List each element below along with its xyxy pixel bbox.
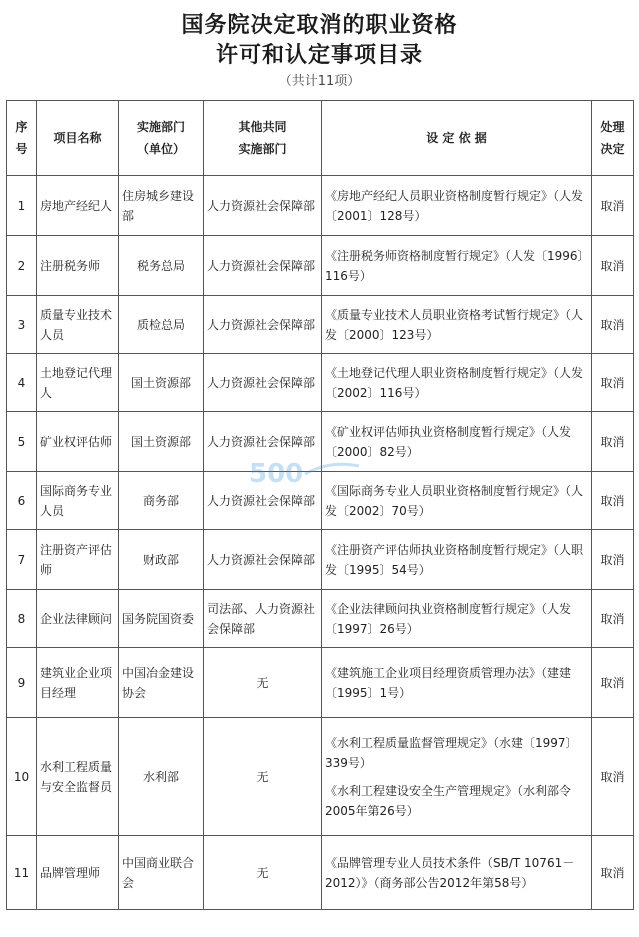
document-title-line1: 国务院决定取消的职业资格 (181, 12, 458, 38)
basis-text: 《注册资产评估师执业资格制度暂行规定》（人职发〔1995〕54号） (325, 542, 584, 577)
table-header-row (7, 101, 634, 176)
cell-name: 质量专业技术人员 (37, 296, 119, 354)
table-row (7, 472, 634, 530)
cell-other: 无 (204, 648, 322, 718)
cell-basis (322, 718, 592, 836)
table-row (7, 176, 634, 236)
basis-text: 《房地产经纪人员职业资格制度暂行规定》（人发〔2001〕128号） (325, 188, 584, 223)
table-row (7, 236, 634, 296)
cell-num: 1 (7, 176, 37, 236)
basis-text: 《企业法律顾问执业资格制度暂行规定》（人发〔1997〕26号） (325, 601, 572, 636)
cell-num: 7 (7, 530, 37, 590)
basis-text: 《矿业权评估师执业资格制度暂行规定》（人发〔2000〕82号） (325, 424, 572, 459)
table-row (7, 530, 634, 590)
cell-basis (322, 236, 592, 296)
cell-name: 土地登记代理人 (37, 354, 119, 412)
header-name: 项目名称 (37, 101, 119, 176)
cell-action: 取消 (592, 590, 634, 648)
cell-action: 取消 (592, 176, 634, 236)
cell-num: 4 (7, 354, 37, 412)
cell-dept: 商务部 (119, 472, 204, 530)
header-dept: 实施部门 （单位） (119, 101, 204, 176)
cell-num: 10 (7, 718, 37, 836)
cell-basis (322, 412, 592, 472)
cell-basis (322, 176, 592, 236)
cell-dept: 住房城乡建设部 (119, 176, 204, 236)
header-basis: 设 定 依 据 (322, 101, 592, 176)
document-title-line2: 许可和认定事项目录 (215, 42, 423, 68)
cell-num: 2 (7, 236, 37, 296)
cell-dept: 国土资源部 (119, 412, 204, 472)
table-row (7, 412, 634, 472)
basis-text: 《国际商务专业人员职业资格制度暂行规定》（人发〔2002〕70号） (325, 483, 584, 518)
document-subtitle: （共计11项） (278, 74, 361, 89)
header-other: 其他共同 实施部门 (204, 101, 322, 176)
cell-dept: 质检总局 (119, 296, 204, 354)
cell-action: 取消 (592, 236, 634, 296)
cell-name: 品牌管理师 (37, 836, 119, 910)
cell-dept: 税务总局 (119, 236, 204, 296)
table-row (7, 718, 634, 836)
cell-other: 人力资源社会保障部 (204, 236, 322, 296)
cell-action: 取消 (592, 530, 634, 590)
cell-name: 水利工程质量与安全监督员 (37, 718, 119, 836)
svg-text:500: 500 (249, 459, 304, 489)
table-row (7, 836, 634, 910)
cell-name: 国际商务专业人员 (37, 472, 119, 530)
cell-num: 5 (7, 412, 37, 472)
cell-num: 3 (7, 296, 37, 354)
cell-basis (322, 296, 592, 354)
cell-dept: 国土资源部 (119, 354, 204, 412)
basis-text: 《品牌管理专业人员技术条件（SB/T 10761－2012）》（商务部公告2012年第58号） (325, 855, 575, 890)
cell-basis (322, 648, 592, 718)
basis-text: 《水利工程建设安全生产管理规定》（水利部令2005年第26号） (325, 783, 572, 818)
table-row (7, 590, 634, 648)
basis-text: 《质量专业技术人员职业资格考试暂行规定》（人发〔2000〕123号） (325, 307, 584, 342)
cell-dept: 国务院国资委 (119, 590, 204, 648)
cell-num: 9 (7, 648, 37, 718)
cell-name: 建筑业企业项目经理 (37, 648, 119, 718)
table-row (7, 354, 634, 412)
cell-action: 取消 (592, 472, 634, 530)
cell-action: 取消 (592, 836, 634, 910)
cell-basis (322, 472, 592, 530)
cell-name: 注册资产评估师 (37, 530, 119, 590)
cell-action: 取消 (592, 648, 634, 718)
header-num: 序号 (7, 101, 37, 176)
cell-basis (322, 530, 592, 590)
basis-text: 《土地登记代理人职业资格制度暂行规定》（人发〔2002〕116号） (325, 365, 584, 400)
cell-action: 取消 (592, 412, 634, 472)
cell-other: 人力资源社会保障部 (204, 176, 322, 236)
cell-other: 人力资源社会保障部 (204, 472, 322, 530)
cell-basis (322, 836, 592, 910)
cell-num: 8 (7, 590, 37, 648)
qualification-table (6, 100, 634, 910)
cell-dept: 中国冶金建设协会 (119, 648, 204, 718)
cell-other: 人力资源社会保障部 (204, 296, 322, 354)
cell-other: 人力资源社会保障部 (204, 412, 322, 472)
cell-basis (322, 590, 592, 648)
basis-text: 《注册税务师资格制度暂行规定》（人发〔1996〕116号） (325, 248, 584, 283)
cell-dept: 中国商业联合会 (119, 836, 204, 910)
cell-other: 司法部、人力资源社会保障部 (204, 590, 322, 648)
table-row (7, 648, 634, 718)
cell-basis (322, 354, 592, 412)
cell-dept: 水利部 (119, 718, 204, 836)
cell-num: 11 (7, 836, 37, 910)
cell-other: 无 (204, 718, 322, 836)
cell-dept: 财政部 (119, 530, 204, 590)
cell-action: 取消 (592, 718, 634, 836)
header-action: 处理 决定 (592, 101, 634, 176)
cell-other: 无 (204, 836, 322, 910)
cell-name: 企业法律顾问 (37, 590, 119, 648)
table-row (7, 296, 634, 354)
basis-text: 《建筑施工企业项目经理资质管理办法》（建建〔1995〕1号） (325, 665, 572, 700)
cell-name: 矿业权评估师 (37, 412, 119, 472)
cell-action: 取消 (592, 296, 634, 354)
cell-other: 人力资源社会保障部 (204, 530, 322, 590)
cell-name: 注册税务师 (37, 236, 119, 296)
basis-text: 《水利工程质量监督管理规定》（水建〔1997〕339号） (325, 735, 578, 770)
cell-action: 取消 (592, 354, 634, 412)
cell-other: 人力资源社会保障部 (204, 354, 322, 412)
cell-name: 房地产经纪人 (37, 176, 119, 236)
cell-num: 6 (7, 472, 37, 530)
